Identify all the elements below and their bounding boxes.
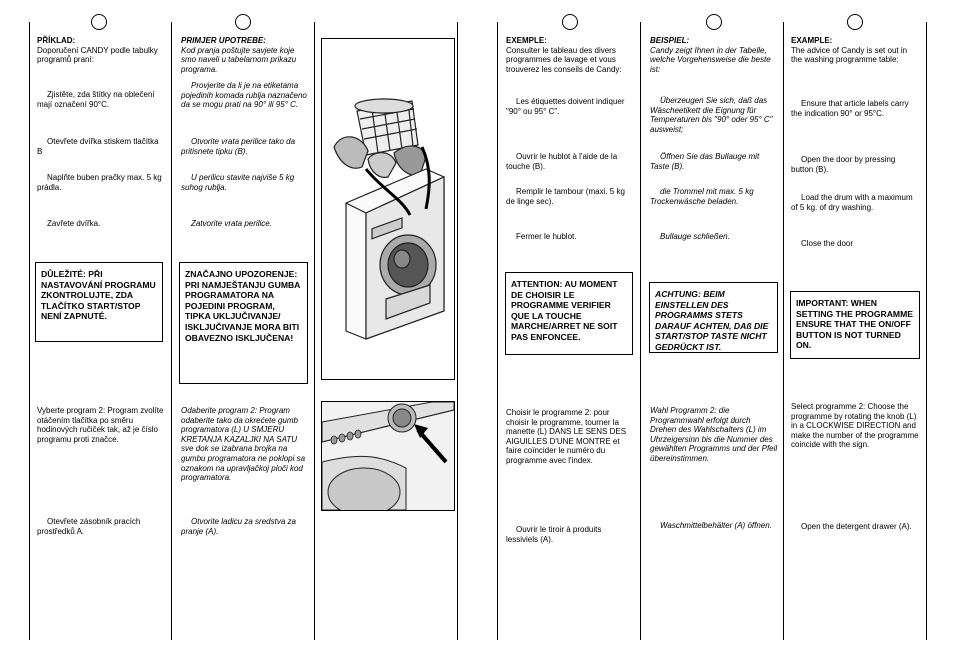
flag-circle-icon <box>847 14 863 30</box>
hr-step4: Zatvorite vrata perilice. <box>191 219 272 228</box>
fr-intro: Consulter le tableau des divers programmes de lavage et vous trouverez les conseils de Candy: <box>506 45 622 74</box>
washing-machine-illustration <box>321 38 455 380</box>
de-step1: Überzeugen Sie sich, daß das Wäscheetikett die Eignung für Temperaturen bis "90° oder 95° C" ausweist; <box>650 96 773 134</box>
fr-column <box>506 36 634 74</box>
hr-step1: Provjerite da li je na etiketama pojedinih komada rublja naznačeno da se mogu prati na 90° ili 95° C. <box>181 81 307 110</box>
column-divider <box>457 22 458 640</box>
en-heading: EXAMPLE: <box>791 36 833 45</box>
hr-intro: Kod pranja poštujte savjete koje smo naveli u tabelarnom prikazu programa. <box>181 45 297 74</box>
fr-step4: Fermer le hublot. <box>516 232 577 241</box>
column-divider <box>171 22 172 640</box>
en-step3: Load the drum with a maximum of 5 kg. of dry washing. <box>791 193 913 212</box>
cz-step3: Naplňte buben pračky max. 5 kg prádla. <box>37 173 162 192</box>
de-step4: Bullauge schließen. <box>660 232 730 241</box>
hr-step5: Odaberite program 2: Program odaberite tako da okrećete gumb programatora (L) U SMJERU KRETANJA KAZALJKI NA SATU sve dok se izabrana brojka na gumbu programatora ne poklopi sa oznakom na upravljačkoj ploči kod programatora. <box>181 406 306 483</box>
fr-step2: Ouvrir le hublot à l'aide de la touche (B). <box>506 152 618 171</box>
de-column <box>650 36 778 74</box>
cz-warning-box: DŮLEŽITÉ: PŘI NASTAVOVÁNÍ PROGRAMU ZKONTROLUJTE, ZDA TLAČÍTKO START/STOP NENÍ ZAPNUTÉ. <box>35 262 163 342</box>
de-heading: BEISPIEL: <box>650 36 690 45</box>
fr-step5: Choisir le programme 2: pour choisir le programme, tourner la manette (L) DANS LE SENS DES AIGUILLES D'UNE MONTRE et faire coïncider le numéro du programme avec l'index. <box>506 408 627 465</box>
en-column <box>791 36 919 65</box>
hr-step2: Otvorite vrata perilice tako da pritisnete tipku (B). <box>181 137 296 156</box>
de-step2: Öffnen Sie das Bullauge mit Taste (B). <box>650 152 760 171</box>
en-step1: Ensure that article labels carry the indication 90° or 95°C. <box>791 99 909 118</box>
hr-step6: Otvorite ladicu za sredstva za pranje (A). <box>181 517 296 536</box>
hr-warning-box: ZNAČAJNO UPOZORENJE: PRI NAMJEŠTANJU GUMBA PROGRAMATORA NA POJEDINI PROGRAM, TIPKA UKLJUČIVANJE/ ISKLJUČIVANJE MORA BITI OBAVEZNO ISKLJUČENA! <box>179 262 308 384</box>
column-divider <box>497 22 498 640</box>
hr-step3: U perilicu stavite najviše 5 kg suhog rublja. <box>181 173 295 192</box>
cz-intro: Doporučení CANDY podle tabulky programů praní: <box>37 45 158 65</box>
control-knob-illustration <box>321 401 455 511</box>
cz-step2: Otevřete dvířka stiskem tlačítka B <box>37 137 159 156</box>
fr-warning-box: ATTENTION: AU MOMENT DE CHOISIR LE PROGRAMME VERIFIER QUE LA TOUCHE MARCHE/ARRET NE SOIT PAS ENFONCEE. <box>505 272 633 355</box>
cz-step4: Zavřete dvířka. <box>47 219 101 228</box>
column-divider <box>783 22 784 640</box>
en-step6: Open the detergent drawer (A). <box>801 522 912 531</box>
flag-circle-icon <box>706 14 722 30</box>
column-divider <box>29 22 30 640</box>
de-intro: Candy zeigt Ihnen in der Tabelle, welche Vorgehensweise die beste ist: <box>650 45 771 74</box>
en-step4: Close the door <box>801 239 854 248</box>
column-divider <box>640 22 641 640</box>
flag-circle-icon <box>562 14 578 30</box>
en-step2: Open the door by pressing button (B). <box>791 155 896 174</box>
de-step3: die Trommel mit max. 5 kg Trockenwäsche beladen. <box>650 187 754 206</box>
en-warning-box: IMPORTANT: WHEN SETTING THE PROGRAMME ENSURE THAT THE ON/OFF BUTTON IS NOT TURNED ON. <box>790 291 920 359</box>
hr-heading: PRIMJER UPOTREBE: <box>181 36 266 45</box>
cz-step1: Zjistěte, zda štítky na oblečení mají označení 90°C. <box>37 90 155 109</box>
hr-column <box>181 36 309 74</box>
flag-circle-icon <box>235 14 251 30</box>
en-step5: Select programme 2: Choose the programme by rotating the knob (L) in a CLOCKWISE DIRECTION and make the number of the programme coincide with the sign. <box>791 402 919 450</box>
en-intro: The advice of Candy is set out in the washing programme table: <box>791 45 908 65</box>
fr-heading: EXEMPLE: <box>506 36 547 45</box>
flag-circle-icon <box>91 14 107 30</box>
fr-step1: Les étiquettes doivent indiquer "90° ou 95° C". <box>506 97 625 116</box>
de-warning-box: ACHTUNG: BEIM EINSTELLEN DES PROGRAMMS STETS DARAUF ACHTEN, DAß DIE START/STOP TASTE NICHT GEDRÜCKT IST. <box>649 282 778 353</box>
cz-heading: PŘÍKLAD: <box>37 36 76 45</box>
column-divider <box>926 22 927 640</box>
de-step5: Wahl Programm 2: die Programmwahl erfolgt durch Drehen des Wahlschalters (L) im Uhrzeigersinn bis die Nummer des gewählten Programms und der Pfeil übereinstimmen. <box>650 406 778 463</box>
fr-step6: Ouvrir le tiroir à produits lessiviels (A). <box>506 525 602 544</box>
fr-step3: Remplir le tambour (maxi. 5 kg de linge sec). <box>506 187 625 206</box>
de-step6: Waschmittelbehälter (A) öffnen. <box>660 521 772 530</box>
cz-column <box>37 36 165 65</box>
column-divider <box>314 22 315 640</box>
cz-step5: Vyberte program 2: Program zvolíte otáčením tlačítka po směru hodinových ručiček tak, až je číslo programu proti značce. <box>37 406 164 444</box>
cz-step6: Otevřete zásobník pracích prostředků A. <box>37 517 141 536</box>
